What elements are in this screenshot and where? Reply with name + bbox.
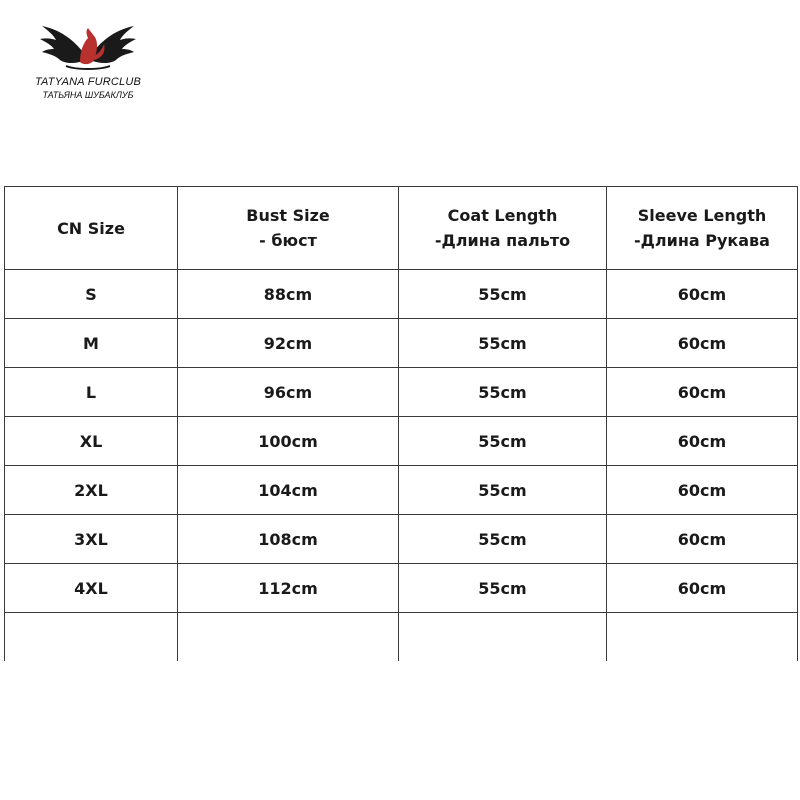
cell-sleeve-length: 60cm	[607, 564, 798, 613]
logo-brand-subtitle: ТАТЬЯНА ШУБАКЛУБ	[42, 90, 134, 100]
cell-bust: 100cm	[178, 417, 399, 466]
size-chart-table	[4, 186, 798, 661]
header-bust-size: Bust Size - бюст	[178, 187, 399, 270]
cell-sleeve-length: 60cm	[607, 270, 798, 319]
logo-brand-name: TATYANA FURCLUB	[34, 76, 142, 88]
brand-logo	[28, 16, 148, 100]
winged-fox-emblem-icon	[36, 16, 140, 74]
header-coat-length: Coat Length -Длина пальто	[399, 187, 607, 270]
table-row	[5, 270, 798, 319]
cell-sleeve-length: 60cm	[607, 417, 798, 466]
table-header-row	[5, 187, 798, 270]
cell-bust: 108cm	[178, 515, 399, 564]
cell-coat-length: 55cm	[399, 515, 607, 564]
cell-size: 3XL	[5, 515, 178, 564]
cell-bust: 92cm	[178, 319, 399, 368]
cell-size: S	[5, 270, 178, 319]
cell-coat-length: 55cm	[399, 319, 607, 368]
cell-bust: 96cm	[178, 368, 399, 417]
cell-bust: 112cm	[178, 564, 399, 613]
cell-sleeve-length: 60cm	[607, 515, 798, 564]
header-cn-size: CN Size	[5, 187, 178, 270]
cell-size: M	[5, 319, 178, 368]
table-row	[5, 564, 798, 613]
cell-sleeve-length: 60cm	[607, 319, 798, 368]
cell-size: XL	[5, 417, 178, 466]
cell-size: 4XL	[5, 564, 178, 613]
cell-size: L	[5, 368, 178, 417]
cell-coat-length: 55cm	[399, 270, 607, 319]
table-row	[5, 368, 798, 417]
table-row	[5, 417, 798, 466]
header-sleeve-length: Sleeve Length -Длина Рукава	[607, 187, 798, 270]
cell-size: 2XL	[5, 466, 178, 515]
cell-coat-length: 55cm	[399, 417, 607, 466]
cell-coat-length: 55cm	[399, 368, 607, 417]
cell-bust: 88cm	[178, 270, 399, 319]
cell-coat-length: 55cm	[399, 564, 607, 613]
cell-coat-length: 55cm	[399, 466, 607, 515]
table-tail-row	[5, 613, 798, 662]
table-row	[5, 515, 798, 564]
cell-sleeve-length: 60cm	[607, 466, 798, 515]
table-row	[5, 466, 798, 515]
cell-bust: 104cm	[178, 466, 399, 515]
cell-sleeve-length: 60cm	[607, 368, 798, 417]
table-row	[5, 319, 798, 368]
